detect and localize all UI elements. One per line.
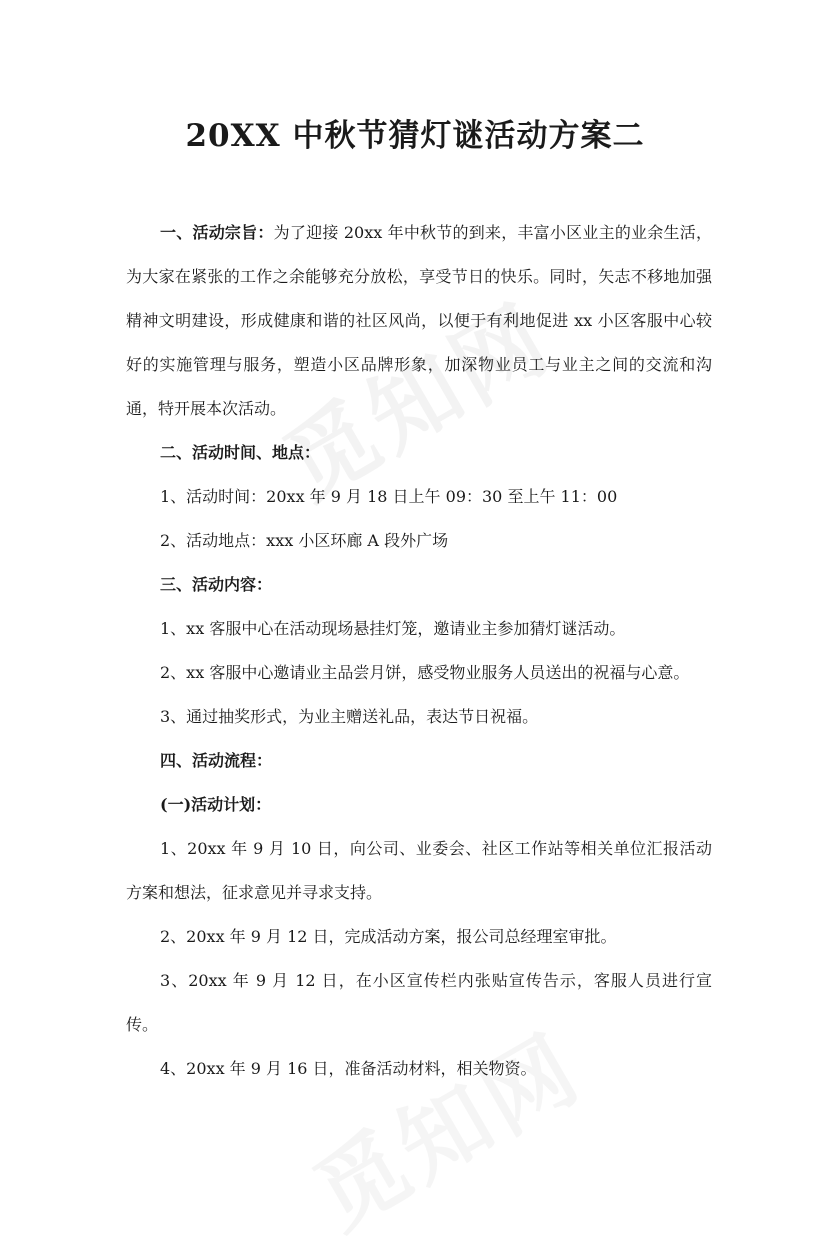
section-heading-purpose: 一、活动宗旨： [160, 223, 274, 242]
paragraph-purpose [126, 211, 712, 431]
paragraph-plan-1: 1、20xx 年 9 月 10 日，向公司、业委会、社区工作站等相关单位汇报活动方案和想法，征求意见并寻求支持。 [126, 839, 712, 902]
subsection-heading-plan: (一)活动计划： [160, 795, 272, 814]
section-heading-time-place: 二、活动时间、地点： [160, 443, 321, 462]
paragraph-plan-4: 4、20xx 年 9 月 16 日，准备活动材料，相关物资。 [160, 1059, 537, 1078]
paragraph-content-1: 1、xx 客服中心在活动现场悬挂灯笼，邀请业主参加猜灯谜活动。 [160, 619, 626, 638]
document-title: 20XX 中秋节猜灯谜活动方案二 [185, 118, 645, 154]
paragraph-time: 1、活动时间：20xx 年 9 月 18 日上午 09：30 至上午 11：00 [160, 487, 618, 506]
document-body [126, 211, 712, 1091]
section-heading-process: 四、活动流程： [160, 751, 273, 770]
paragraph-content-2: 2、xx 客服中心邀请业主品尝月饼，感受物业服务人员送出的祝福与心意。 [160, 663, 690, 682]
paragraph-place: 2、活动地点：xxx 小区环廊 A 段外广场 [160, 531, 449, 550]
paragraph-content-3: 3、通过抽奖形式，为业主赠送礼品，表达节日祝福。 [160, 707, 539, 726]
paragraph-purpose-text: 为了迎接 20xx 年中秋节的到来，丰富小区业主的业余生活，为大家在紧张的工作之余能够充分放松，享受节日的快乐。同时，矢志不移地加强精神文明建设，形成健康和谐的社区风尚，以便于有利地促进 xx 小区客服中心较好的实施管理与服务，塑造小区品牌形象，加深物业员工与业主之间的交流和沟通，特开展本次活动。 [126, 223, 712, 418]
paragraph-plan-3: 3、20xx 年 9 月 12 日，在小区宣传栏内张贴宣传告示，客服人员进行宣传。 [126, 971, 712, 1034]
section-heading-content: 三、活动内容： [160, 575, 273, 594]
paragraph-plan-2: 2、20xx 年 9 月 12 日，完成活动方案，报公司总经理室审批。 [160, 927, 617, 946]
